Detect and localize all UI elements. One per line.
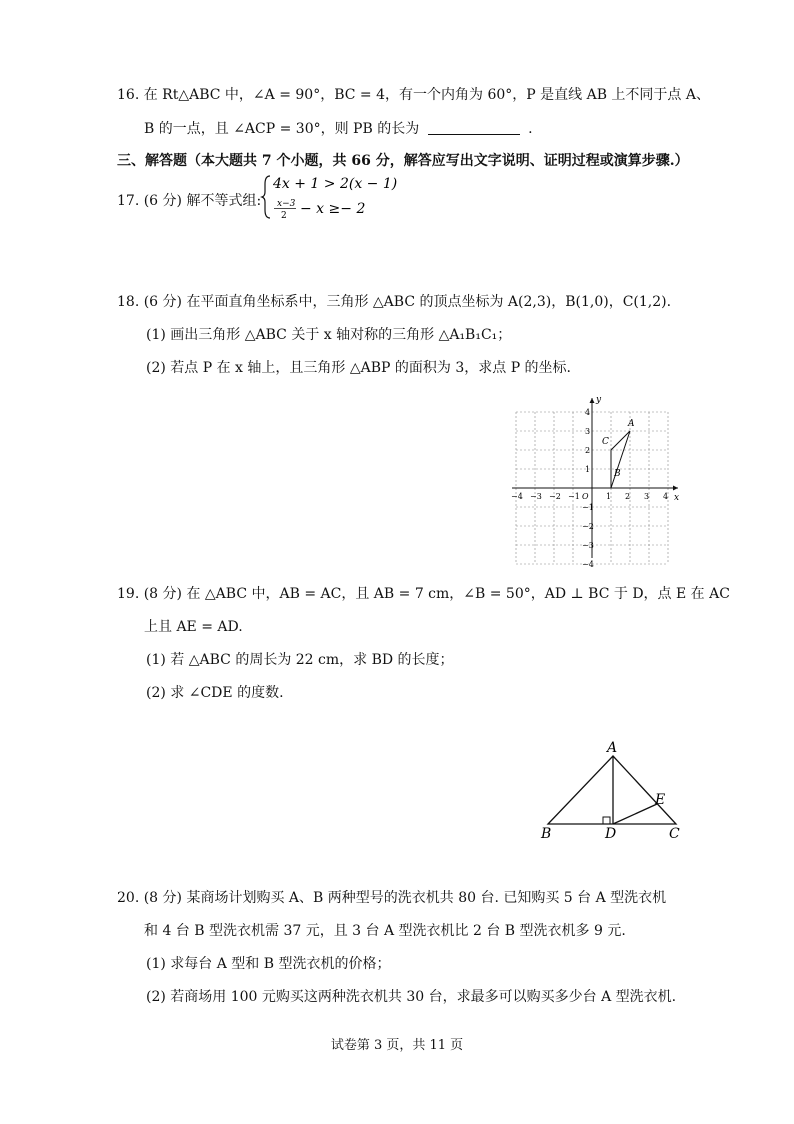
x-axis-arrow xyxy=(673,486,678,491)
point-c-label: C xyxy=(602,437,609,447)
q16-line2 xyxy=(144,118,533,138)
triangle-figure xyxy=(536,736,696,846)
point-d-label: D xyxy=(605,826,617,842)
x-tick-label: −4 xyxy=(511,492,523,501)
inequality-1: 4x + 1 > 2(x − 1) xyxy=(273,176,398,192)
q20-line1: 20. (8 分) 某商场计划购买 A、B 两种型号的洗衣机共 80 台. 已知购买 5 台 A 型洗衣机 xyxy=(117,890,667,906)
x-tick-label: −1 xyxy=(568,492,580,501)
system-brace xyxy=(262,176,270,218)
q20-line2: 和 4 台 B 型洗衣机需 37 元，且 3 台 A 型洗衣机比 2 台 B 型洗衣机多 9 元. xyxy=(144,923,626,939)
y-tick-label: 1 xyxy=(585,465,591,474)
y-tick-label: −2 xyxy=(582,522,594,531)
q19-line1: 19. (8 分) 在 △ABC 中，AB = AC，且 AB = 7 cm，∠B = 50°，AD ⊥ BC 于 D，点 E 在 AC xyxy=(117,586,730,602)
y-tick-label: −4 xyxy=(582,560,594,569)
y-tick-label: 3 xyxy=(585,427,591,436)
fraction-denominator: 2 xyxy=(281,211,287,221)
triangle-abc-outline xyxy=(548,756,676,824)
y-axis-arrow xyxy=(590,398,595,403)
x-tick-label: −3 xyxy=(530,492,542,501)
point-a-label: A xyxy=(628,419,635,429)
segment-de xyxy=(613,804,657,824)
q16-period: . xyxy=(528,121,533,137)
y-tick-label: 2 xyxy=(585,446,591,455)
answer-blank xyxy=(428,120,520,135)
inequality-system xyxy=(262,172,402,222)
q19-part1: (1) 若 △ABC 的周长为 22 cm，求 BD 的长度； xyxy=(146,652,454,668)
x-tick-label: 1 xyxy=(606,492,612,501)
section-heading: 三、解答题（本大题共 7 个小题，共 66 分，解答应写出文字说明、证明过程或演算步骤.） xyxy=(117,153,689,169)
origin-label: O xyxy=(582,492,589,501)
x-axis-label: x xyxy=(674,493,680,503)
y-tick-label: 4 xyxy=(585,408,591,417)
y-axis-label: y xyxy=(596,395,602,405)
q17-label: 17. (6 分) 解不等式组: xyxy=(117,193,262,209)
inequality-2-rest: − x ≥− 2 xyxy=(300,201,366,217)
q16-line1: 16. 在 Rt△ABC 中，∠A = 90°，BC = 4，有一个内角为 60°，P 是直线 AB 上不同于点 A、 xyxy=(117,87,710,103)
y-tick-label: −1 xyxy=(582,503,594,512)
point-b-label: B xyxy=(614,469,621,479)
vertex-a-label: A xyxy=(607,740,618,756)
q18-part2: (2) 若点 P 在 x 轴上，且三角形 △ABP 的面积为 3，求点 P 的坐标. xyxy=(146,360,572,376)
fraction-numerator: x−3 xyxy=(277,199,296,209)
q20-part1: (1) 求每台 A 型和 B 型洗衣机的价格； xyxy=(146,956,391,972)
vertex-c-label: C xyxy=(669,826,680,842)
q19-part2: (2) 求 ∠CDE 的度数. xyxy=(146,685,284,701)
q19-line2: 上且 AE = AD. xyxy=(144,619,243,635)
y-tick-label: −3 xyxy=(582,541,594,550)
triangle-abc xyxy=(611,431,630,488)
x-tick-label: 3 xyxy=(644,492,650,501)
q20-part2: (2) 若商场用 100 元购买这两种洗衣机共 30 台，求最多可以购买多少台 A 型洗衣机. xyxy=(146,989,677,1005)
q18-part1: (1) 画出三角形 △ABC 关于 x 轴对称的三角形 △A₁B₁C₁； xyxy=(146,327,512,343)
x-tick-label: 2 xyxy=(625,492,631,501)
x-tick-label: 4 xyxy=(663,492,669,501)
right-angle-mark xyxy=(603,817,610,824)
q18-line1: 18. (6 分) 在平面直角坐标系中，三角形 △ABC 的顶点坐标为 A(2,3)，B(1,0)，C(1,2). xyxy=(117,294,672,310)
coordinate-grid-figure xyxy=(508,392,683,569)
x-tick-label: −2 xyxy=(549,492,561,501)
vertex-b-label: B xyxy=(541,826,552,842)
page-footer: 试卷第 3 页，共 11 页 xyxy=(330,1038,464,1053)
point-e-label: E xyxy=(655,792,666,808)
q16-line2-text: B 的一点，且 ∠ACP = 30°，则 PB 的长为 xyxy=(144,121,420,137)
